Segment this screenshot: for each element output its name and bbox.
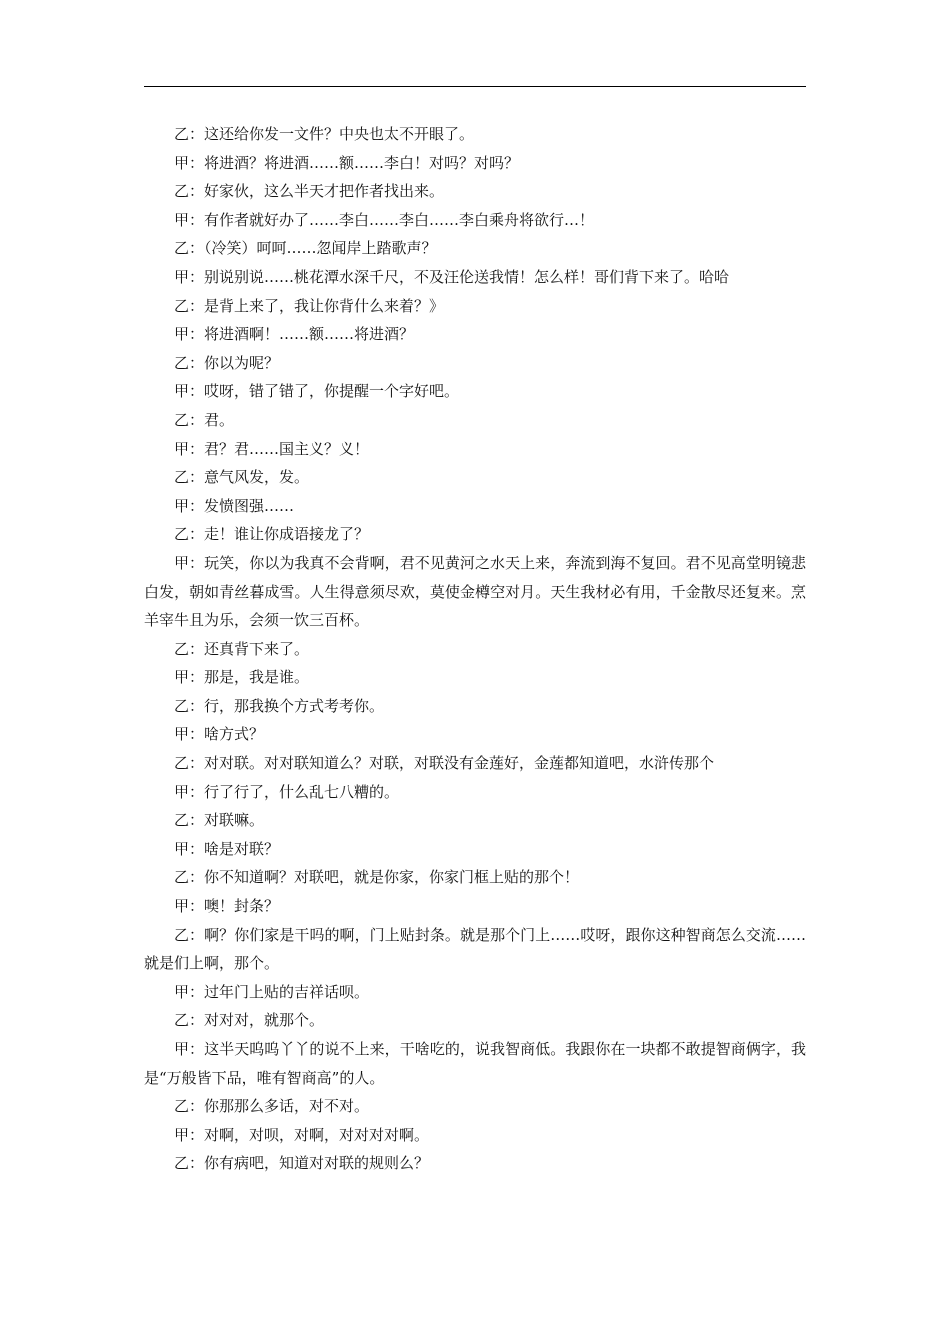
dialogue-line: 乙：好家伙，这么半天才把作者找出来。 — [174, 182, 445, 201]
dialogue-line: 乙：这还给你发一文件？中央也太不开眼了。 — [174, 125, 475, 143]
dialogue-line: 甲：过年门上贴的吉祥话呗。 — [174, 982, 370, 1001]
dialogue-line: 乙：你那那么多话，对不对。 — [174, 1097, 370, 1116]
dialogue-line: 甲：那是，我是谁。 — [174, 668, 310, 687]
dialogue-line: 甲：别说别说……桃花潭水深千尺，不及汪伦送我情！怎么样！哥们背下来了。哈哈 — [174, 267, 730, 286]
dialogue-line: 甲：啥是对联？ — [174, 839, 280, 858]
dialogue-line: 甲：君？君……国主义？义！ — [174, 439, 370, 458]
dialogue-line: 甲：对啊，对呗，对啊，对对对对啊。 — [174, 1125, 430, 1144]
dialogue-line: 乙：是背上来了，我让你背什么来着？》 — [174, 296, 445, 315]
dialogue-line: 乙：意气风发，发。 — [174, 468, 310, 487]
dialogue-line: 乙：走！谁让你成语接龙了？ — [174, 525, 370, 544]
dialogue-line: 甲：将进酒？将进酒……额……李白！对吗？对吗？ — [174, 153, 520, 172]
dialogue-line: 甲：行了行了，什么乱七八糟的。 — [174, 782, 400, 801]
dialogue-line: 甲：发愤图强…… — [174, 496, 295, 515]
dialogue-line: 甲：有作者就好办了……李白……李白……李白乘舟将欲行…！ — [174, 210, 595, 229]
dialogue-line: 乙：对联嘛。 — [174, 811, 265, 830]
dialogue-line: 乙：啊？你们家是干吗的啊，门上贴封条。就是那个门上……哎呀，跟你这种智商怎么交流……就是们上啊，那个。 — [144, 925, 806, 973]
dialogue-line: 乙：（冷笑）呵呵……忽闻岸上踏歌声？ — [174, 239, 437, 258]
dialogue-line: 甲：将进酒啊！……额……将进酒？ — [174, 325, 415, 344]
header-rule — [144, 86, 806, 87]
dialogue-line: 乙：你有病吧，知道对对联的规则么？ — [174, 1154, 430, 1173]
dialogue-line: 乙：君。 — [174, 410, 235, 429]
dialogue-line: 乙：还真背下来了。 — [174, 639, 310, 658]
dialogue-body — [144, 120, 806, 1178]
dialogue-line: 乙：对对联。对对联知道么？对联，对联没有金莲好，金莲都知道吧，水浒传那个 — [174, 754, 715, 773]
dialogue-line: 乙：行，那我换个方式考考你。 — [174, 696, 385, 715]
dialogue-line: 甲：玩笑，你以为我真不会背啊，君不见黄河之水天上来，奔流到海不复回。君不见高堂明镜悲白发，朝如青丝暮成雪。人生得意须尽欢，莫使金樽空对月。天生我材必有用，千金散尽还复来。烹羊宰牛且为乐，会须一饮三百杯。 — [144, 553, 806, 630]
dialogue-line: 乙：对对对，就那个。 — [174, 1011, 325, 1030]
dialogue-line: 甲：哎呀，错了错了，你提醒一个字好吧。 — [174, 382, 460, 401]
dialogue-line: 甲：啥方式？ — [174, 725, 265, 744]
dialogue-line: 甲：噢！封条？ — [174, 897, 280, 916]
dialogue-line: 甲：这半天呜呜丫丫的说不上来，干啥吃的，说我智商低。我跟你在一块都不敢提智商俩字，我是“万般皆下品，唯有智商高”的人。 — [144, 1040, 806, 1087]
dialogue-line: 乙：你不知道啊？对联吧，就是你家，你家门框上贴的那个！ — [174, 868, 580, 887]
dialogue-line: 乙：你以为呢？ — [174, 353, 280, 372]
